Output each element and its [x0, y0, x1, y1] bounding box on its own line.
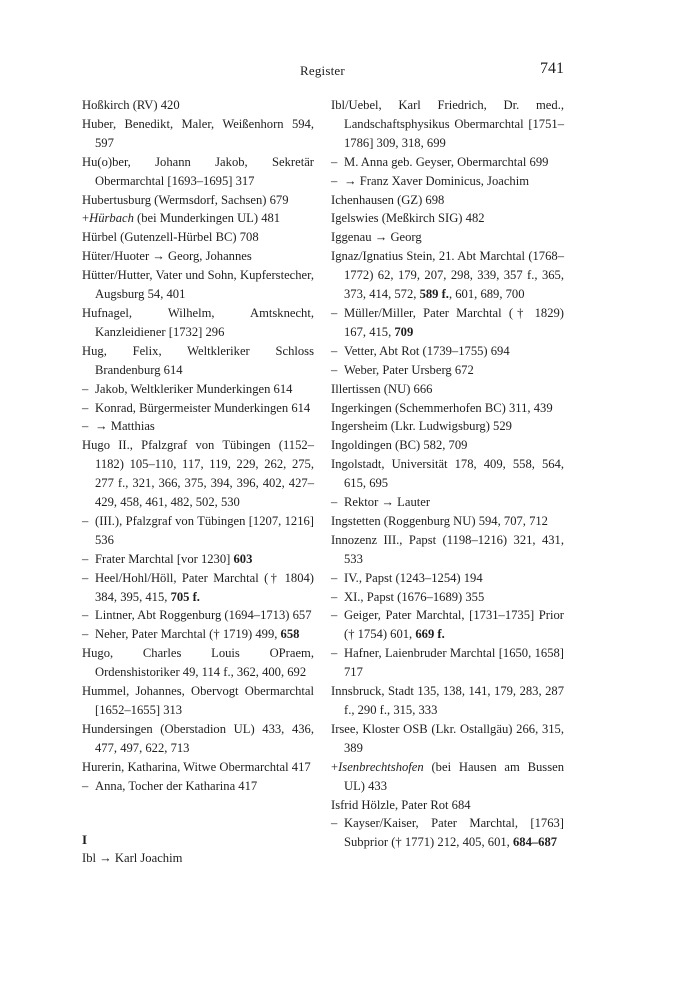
index-entry [331, 417, 564, 436]
entry-text: + [331, 759, 339, 774]
entry-text: (bei Munderkingen UL) 481 [133, 211, 281, 226]
index-subentry [331, 153, 564, 172]
entry-text: Ingoldingen (BC) 582, 709 [331, 438, 468, 453]
index-subentry [331, 342, 564, 361]
index-entry [331, 796, 564, 815]
entry-text: Heel/Hohl/Höll, Pater Marchtal († 1804) 384, 395, 415, [95, 570, 314, 604]
entry-text: Jakob, Weltkleriker Munderkingen 614 [95, 381, 293, 396]
entry-text: Hundersingen (Oberstadion UL) 433, 436, 477, 497, 622, 713 [82, 721, 314, 755]
entry-text: Hug, Felix, Weltkleriker Schloss Brandenburg 614 [82, 343, 314, 377]
entry-text: Rektor → Lauter [344, 495, 431, 510]
index-subentry [82, 606, 314, 625]
entry-text: Hürbel (Gutenzell-Hürbel BC) 708 [82, 230, 259, 245]
index-entry [82, 96, 314, 115]
entry-text: XI., Papst (1676–1689) 355 [344, 589, 485, 604]
entry-text: Konrad, Bürgermeister Munderkingen 614 [95, 400, 311, 415]
index-entry [331, 209, 564, 228]
entry-text: 603 [233, 551, 253, 566]
entry-text: Ingstetten (Roggenburg NU) 594, 707, 712 [331, 513, 548, 528]
subentry-dash: – [82, 419, 89, 434]
index-subentry [82, 625, 314, 644]
index-section-heading [82, 831, 314, 850]
entry-text: Ingolstadt, Universität 178, 409, 558, 564, 615, 695 [331, 457, 564, 491]
index-entry [82, 228, 314, 247]
index-entry [331, 512, 564, 531]
index-subentry [82, 417, 314, 436]
index-entry [331, 436, 564, 455]
entry-text: I [82, 831, 88, 847]
index-entry [82, 436, 314, 512]
entry-text: Frater Marchtal [vor 1230] [95, 551, 234, 566]
index-entry [82, 849, 314, 868]
subentry-dash: – [331, 305, 338, 320]
index-entry [331, 380, 564, 399]
subentry-dash: – [331, 173, 338, 188]
subentry-dash: – [82, 570, 89, 585]
subentry-dash: – [331, 495, 338, 510]
entry-text: Hüter/Huoter → Georg, Johannes [82, 249, 252, 264]
subentry-dash: – [82, 551, 89, 566]
subentry-dash: – [82, 513, 89, 528]
index-subentry [82, 399, 314, 418]
index-entry [82, 115, 314, 153]
subentry-dash: – [331, 570, 338, 585]
entry-text: Hürbach [89, 211, 134, 226]
index-subentry [82, 777, 314, 796]
running-header: Register [300, 63, 345, 78]
index-entry [331, 720, 564, 758]
index-entry [82, 758, 314, 777]
index-entry [82, 209, 314, 228]
index-subentry [331, 493, 564, 512]
index-subentry [331, 814, 564, 852]
entry-text: Innozenz III., Papst (1198–1216) 321, 431, 533 [331, 532, 564, 566]
entry-text: Kayser/Kaiser, Pater Marchtal, [1763] Subprior († 1771) 212, 405, 601, [344, 816, 564, 850]
entry-text: Hugo, Charles Louis OPraem, Ordenshistoriker 49, 114 f., 362, 400, 692 [82, 646, 314, 680]
index-subentry [331, 588, 564, 607]
entry-text: (III.), Pfalzgraf von Tübingen [1207, 1216] 536 [95, 513, 314, 547]
subentry-dash: – [82, 627, 89, 642]
entry-text: Lintner, Abt Roggenburg (1694–1713) 657 [95, 608, 312, 623]
index-subentry [331, 172, 564, 191]
entry-text: Hubertusburg (Wermsdorf, Sachsen) 679 [82, 192, 289, 207]
index-entry [82, 342, 314, 380]
entry-text: → Franz Xaver Dominicus, Joachim [344, 173, 530, 188]
entry-text: 684–687 [512, 835, 558, 850]
entry-text: Hummel, Johannes, Obervogt Obermarchtal [1652–1655] 313 [82, 684, 314, 717]
subentry-dash: – [82, 400, 89, 415]
index-subentry [331, 361, 564, 380]
entry-text: Ingerkingen (Schemmerhofen BC) 311, 439 [331, 400, 553, 415]
entry-text: 669 f. [415, 627, 445, 642]
entry-text: Hufnagel, Wilhelm, Amtsknecht, Kanzleidiener [1732] 296 [82, 305, 314, 339]
index-entry [331, 455, 564, 493]
subentry-dash: – [331, 362, 338, 377]
index-entry [82, 682, 314, 720]
entry-text: Geiger, Pater Marchtal, [1731–1735] Prior († 1754) 601, [344, 608, 564, 642]
entry-text: 709 [394, 324, 414, 339]
index-entry [82, 247, 314, 266]
entry-text: Igelswies (Meßkirch SIG) 482 [331, 211, 485, 226]
entry-text: Ingersheim (Lkr. Ludwigsburg) 529 [331, 419, 512, 434]
index-entry [82, 644, 314, 682]
entry-text: Anna, Tocher der Katharina 417 [95, 778, 258, 793]
index-entry [82, 720, 314, 758]
index-entry [331, 191, 564, 210]
subentry-dash: – [82, 381, 89, 396]
index-subentry [82, 512, 314, 550]
entry-text: (bei Hausen am Bussen UL) 433 [344, 759, 564, 793]
entry-text: Innsbruck, Stadt 135, 138, 141, 179, 283, 287 f., 290 f., 315, 333 [331, 684, 564, 717]
subentry-dash: – [331, 343, 338, 358]
subentry-dash: – [331, 646, 338, 661]
entry-text: Hu(o)ber, Johann Jakob, Sekretär Obermarchtal [1693–1695] 317 [82, 154, 314, 188]
subentry-dash: – [82, 778, 89, 793]
index-subentry [331, 569, 564, 588]
entry-text: Hafner, Laienbruder Marchtal [1650, 1658] 717 [344, 646, 564, 680]
entry-text: Hugo II., Pfalzgraf von Tübingen (1152–1182) 105–110, 117, 119, 229, 262, 275, 277 f., 321, 366, 375, 394, 396, 402, 427–429, 458, 461, 482, 502, 530 [82, 438, 314, 510]
entry-text: Hoßkirch (RV) 420 [82, 98, 180, 112]
index-entry [82, 153, 314, 191]
entry-text: 705 f. [170, 589, 200, 604]
entry-text: Ichenhausen (GZ) 698 [331, 192, 445, 207]
index-entry [82, 266, 314, 304]
entry-text: Illertissen (NU) 666 [331, 381, 433, 396]
subentry-dash: – [331, 608, 338, 623]
index-subentry [331, 644, 564, 682]
index-subentry [82, 550, 314, 569]
index-entry [331, 96, 564, 153]
entry-text: → Matthias [95, 419, 155, 434]
entry-text: Vetter, Abt Rot (1739–1755) 694 [344, 343, 510, 358]
entry-text: Hütter/Hutter, Vater und Sohn, Kupferstecher, Augsburg 54, 401 [82, 268, 314, 302]
entry-text: Irsee, Kloster OSB (Lkr. Ostallgäu) 266, 315, 389 [331, 721, 564, 755]
index-entry [331, 228, 564, 247]
entry-text: M. Anna geb. Geyser, Obermarchtal 699 [344, 154, 549, 169]
index-column-left [82, 96, 314, 868]
subentry-dash: – [82, 608, 89, 623]
entry-text: IV., Papst (1243–1254) 194 [344, 570, 483, 585]
index-entry [331, 758, 564, 796]
entry-text: Ibl → Karl Joachim [82, 851, 183, 866]
index-subentry [82, 569, 314, 607]
subentry-dash: – [331, 154, 338, 169]
entry-text: Isenbrechtshofen [338, 759, 424, 774]
entry-text: Ibl/Uebel, Karl Friedrich, Dr. med., Landschaftsphysikus Obermarchtal [1751–1786] 309, 318, 699 [331, 98, 564, 150]
page-number: 741 [540, 60, 564, 77]
entry-text: Weber, Pater Ursberg 672 [344, 362, 474, 377]
index-subentry [82, 380, 314, 399]
index-subentry [331, 606, 564, 644]
entry-text: 589 f. [419, 287, 449, 302]
index-entry [82, 304, 314, 342]
entry-text: 658 [280, 627, 300, 642]
entry-text: Isfrid Hölzle, Pater Rot 684 [331, 797, 471, 812]
subentry-dash: – [331, 589, 338, 604]
subentry-dash: – [331, 816, 338, 831]
index-entry [331, 682, 564, 720]
entry-text: Müller/Miller, Pater Marchtal († 1829) 167, 415, [344, 305, 564, 339]
entry-text: , 601, 689, 700 [448, 287, 525, 302]
index-subentry [331, 304, 564, 342]
entry-text: Iggenau → Georg [331, 230, 422, 245]
index-column-right [331, 96, 564, 852]
entry-text: Hurerin, Katharina, Witwe Obermarchtal 417 [82, 759, 311, 774]
index-entry [82, 191, 314, 210]
index-entry [331, 247, 564, 304]
entry-text: Ignaz/Ignatius Stein, 21. Abt Marchtal (1768–1772) 62, 179, 207, 298, 339, 357 f., 365, 373, 414, 572, [331, 249, 564, 302]
entry-text: Neher, Pater Marchtal († 1719) 499, [95, 627, 281, 642]
index-entry [331, 399, 564, 418]
index-entry [331, 531, 564, 569]
entry-text: + [82, 211, 90, 226]
entry-text: Huber, Benedikt, Maler, Weißenhorn 594, 597 [82, 116, 314, 150]
